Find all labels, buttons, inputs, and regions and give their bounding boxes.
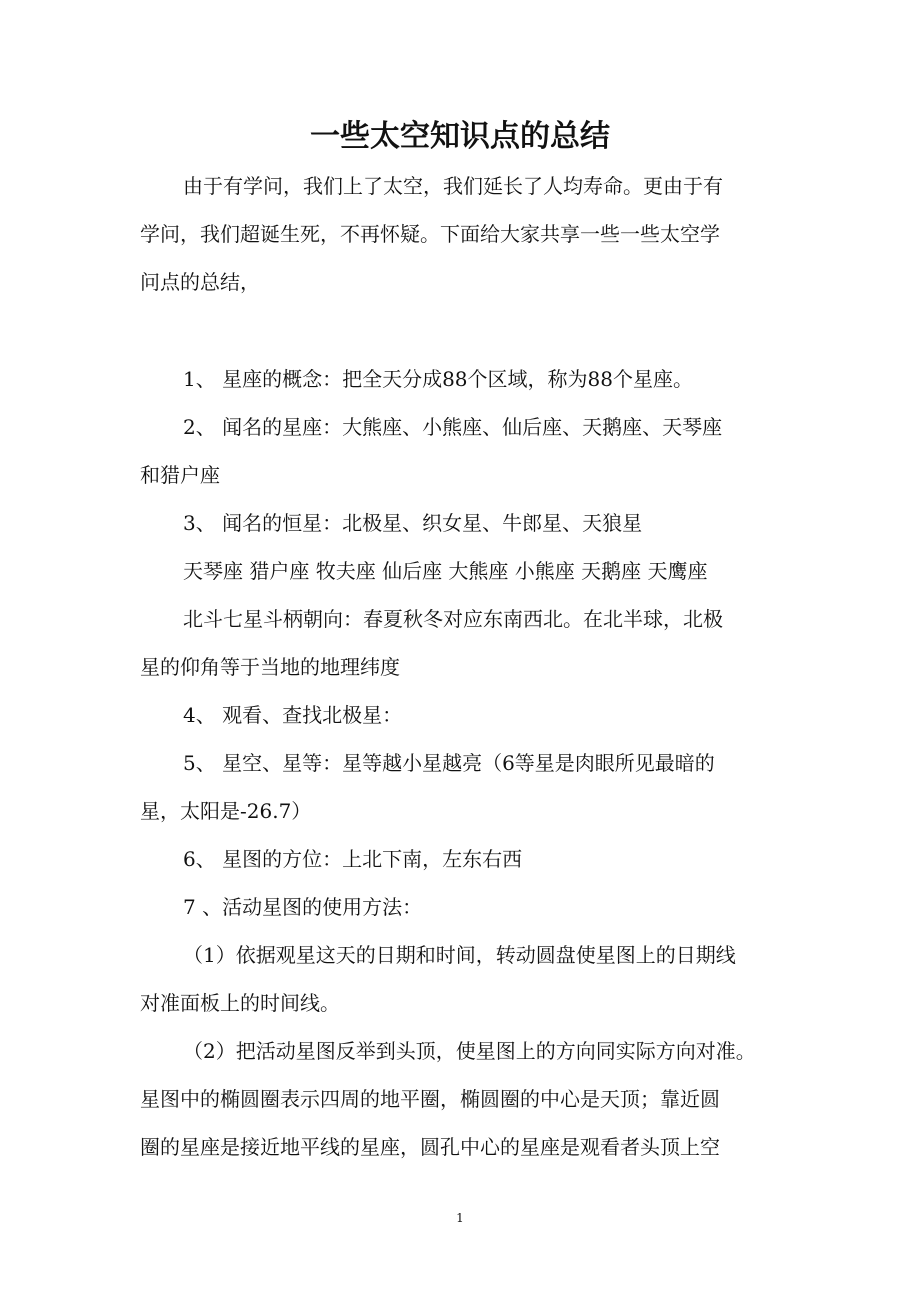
list-item-3: 3、 闻名的恒星：北极星、织女星、牛郎星、天狼星 — [183, 511, 643, 535]
step-2-continued: 圈的星座是接近地平线的星座，圆孔中心的星座是观看者头顶上空 — [140, 1135, 720, 1159]
intro-line: 学问，我们超诞生死，不再怀疑。下面给大家共享一些一些太空学 — [140, 222, 720, 246]
big-dipper-note-continued: 星的仰角等于当地的地理纬度 — [140, 655, 400, 679]
list-item-4: 4、 观看、查找北极星： — [183, 703, 403, 727]
list-item-5-continued: 星，太阳是-26.7） — [140, 799, 312, 823]
intro-line: 问点的总结， — [140, 270, 260, 294]
intro-line: 由于有学问，我们上了太空，我们延长了人均寿命。更由于有 — [183, 174, 723, 198]
step-2: （2）把活动星图反举到头顶，使星图上的方向同实际方向对准。 — [183, 1039, 756, 1063]
step-2-continued: 星图中的椭圆圈表示四周的地平圈，椭圆圈的中心是天顶；靠近圆 — [140, 1087, 720, 1111]
list-item-5: 5、 星空、星等：星等越小星越亮（6等星是肉眼所见最暗的 — [183, 751, 715, 775]
list-item-2-continued: 和猎户座 — [140, 463, 220, 487]
big-dipper-note: 北斗七星斗柄朝向：春夏秋冬对应东南西北。在北半球，北极 — [183, 607, 723, 631]
step-1-continued: 对准面板上的时间线。 — [140, 991, 340, 1015]
constellation-names: 天琴座 猎户座 牧夫座 仙后座 大熊座 小熊座 天鹅座 天鹰座 — [183, 559, 708, 583]
list-item-6: 6、 星图的方位：上北下南，左东右西 — [183, 847, 523, 871]
list-item-2: 2、 闻名的星座：大熊座、小熊座、仙后座、天鹅座、天琴座 — [183, 415, 723, 439]
page-title: 一些太空知识点的总结 — [310, 119, 610, 154]
step-1: （1）依据观星这天的日期和时间，转动圆盘使星图上的日期线 — [183, 943, 736, 967]
list-item-7: 7 、活动星图的使用方法： — [183, 895, 423, 919]
list-item-1: 1、 星座的概念：把全天分成88个区域，称为88个星座。 — [183, 367, 693, 391]
page-number: 1 — [456, 1211, 464, 1225]
